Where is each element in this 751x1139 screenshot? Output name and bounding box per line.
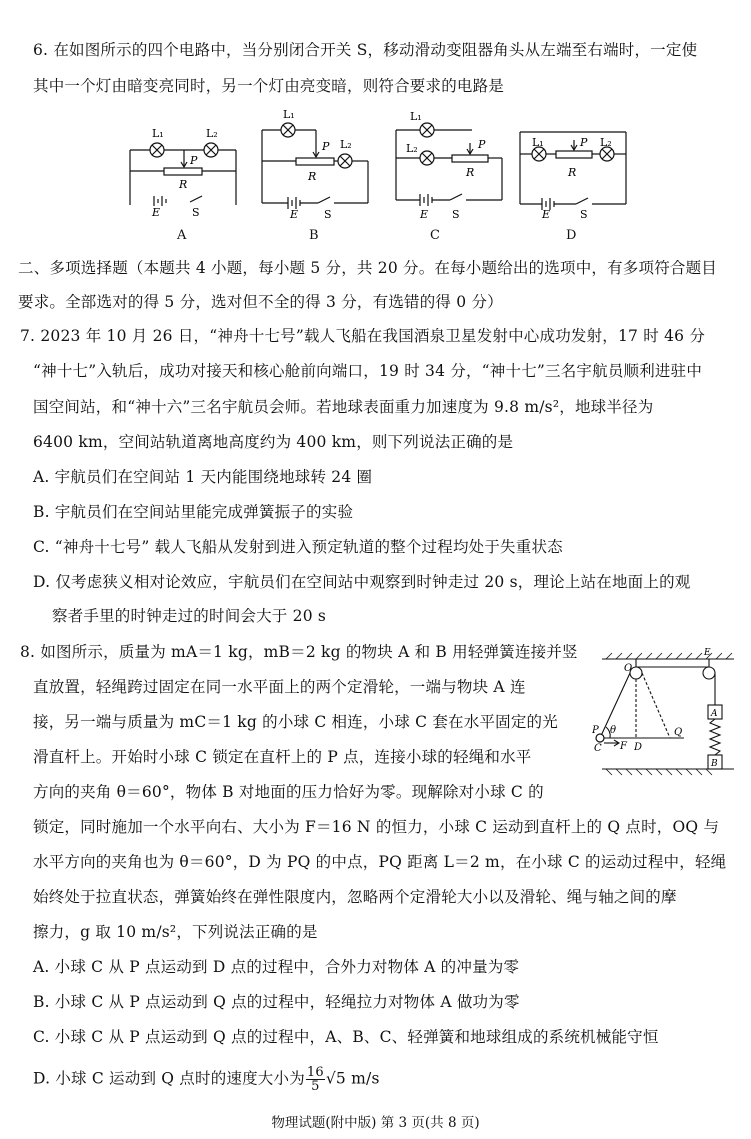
svg-text:S: S — [324, 208, 332, 218]
circuit-d-diagram — [514, 120, 632, 218]
section-2-heading-line-1 — [18, 256, 717, 278]
label-d: D — [634, 742, 643, 753]
q7-option-b: B. 宇航员们在空间站里能完成弹簧振子的实验 — [33, 503, 354, 521]
label-theta: θ — [610, 725, 617, 736]
q6-line-2: 其中一个灯由暗变亮同时，另一个灯由亮变暗，则符合要求的电路是 — [33, 77, 505, 95]
circuit-c-diagram — [390, 108, 508, 218]
q8-line-8: 始终处于拉直状态，弹簧始终在弹性限度内，忽略两个定滑轮大小以及滑轮、绳与轴之间的摩 — [33, 888, 677, 906]
q8-line-1: 8. 如图所示，质量为 mA＝1 kg，mB＝2 kg 的物块 A 和 B 用轻弹簧连接并竖 — [20, 643, 578, 661]
svg-text:E: E — [542, 208, 551, 218]
q8-option-b: B. 小球 C 从 P 点运动到 Q 点的过程中，轻绳拉力对物体 A 做功为零 — [33, 993, 520, 1011]
fraction-denominator: 5 — [311, 1079, 320, 1094]
label-e: E — [704, 648, 711, 658]
svg-text:P: P — [322, 140, 330, 153]
circuit-d-caption: D — [566, 228, 577, 243]
svg-text:E: E — [290, 208, 299, 218]
q8-line-2: 直放置，轻绳跨过固定在同一水平面上的两个定滑轮，一端与物块 A 连 — [33, 678, 526, 696]
svg-text:R: R — [179, 178, 188, 191]
q8-line-3: 接，另一端与质量为 mC＝1 kg 的小球 C 相连，小球 C 套在水平固定的光 — [33, 713, 558, 731]
q8-option-d-tail: √5 m/s — [325, 1069, 380, 1088]
q7-option-d-line-1: D. 仅考虑狭义相对论效应，宇航员们在空间站中观察到时钟走过 20 s，理论上站在地面上的观 — [33, 573, 691, 591]
svg-text:R: R — [466, 166, 475, 179]
circuit-c-caption: C — [430, 228, 440, 243]
svg-text:P: P — [478, 138, 486, 151]
q8-line-9: 擦力，g 取 10 m/s²，下列说法正确的是 — [33, 923, 318, 941]
svg-text:P: P — [580, 136, 588, 149]
svg-text:R: R — [568, 166, 577, 179]
q8-line-7: 水平方向的夹角也为 θ＝60°，D 为 PQ 的中点，PQ 距离 L＝2 m，在小球 C 的运动过程中，轻绳 — [33, 853, 727, 871]
label-q: Q — [674, 727, 683, 738]
svg-text:L₂: L₂ — [406, 142, 418, 155]
q7-line-4: 6400 km，空间站轨道离地高度约为 400 km，则下列说法正确的是 — [33, 433, 514, 451]
circuit-b-diagram — [256, 108, 374, 218]
svg-text:L₂: L₂ — [600, 136, 612, 149]
q8-option-a: A. 小球 C 从 P 点运动到 D 点的过程中，合外力对物体 A 的冲量为零 — [33, 958, 520, 976]
svg-text:L₁: L₁ — [283, 108, 295, 121]
label-f: F — [620, 741, 627, 752]
circuit-a-caption: A — [177, 228, 187, 243]
svg-text:E: E — [152, 206, 161, 218]
svg-text:S: S — [452, 208, 460, 218]
q8-option-d-text: D. 小球 C 运动到 Q 点时的速度大小为 — [33, 1069, 305, 1088]
circuit-a-diagram — [124, 120, 242, 218]
label-c: C — [594, 743, 602, 754]
fraction-numerator: 16 — [306, 1065, 324, 1080]
q7-option-d-line-2: 察者手里的时钟走过的时间会大于 20 s — [52, 607, 327, 625]
q7-line-2: “神十七”入轨后，成功对接天和核心舱前向端口，19 时 34 分，“神十七”三名宇航员顺利进驻中 — [33, 362, 703, 380]
svg-text:L₁: L₁ — [532, 136, 544, 149]
label-p: P — [592, 725, 599, 736]
label-b: B — [711, 759, 718, 769]
svg-text:S: S — [580, 208, 588, 218]
q8-option-c: C. 小球 C 从 P 点运动到 Q 点的过程中，A、B、C、轻弹簧和地球组成的系统机械能守恒 — [33, 1028, 659, 1046]
q8-option-d — [33, 1066, 380, 1093]
svg-text:L₂: L₂ — [340, 138, 352, 151]
q8-line-6: 锁定，同时施加一个水平向右、大小为 F＝16 N 的恒力，小球 C 运动到直杆上的 Q 点时，OQ 与 — [33, 818, 720, 836]
label-a: A — [711, 709, 718, 719]
section-2-text: 二、多项选择题（本题共 4 小题，每小题 5 分，共 20 分。在每小题给出的选项中，有多项符合题目 — [18, 259, 718, 277]
q8-line-5: 方向的夹角 θ＝60°，物体 B 对地面的压力恰好为零。现解除对小球 C 的 — [33, 783, 544, 801]
page-footer: 物理试题(附中版) 第 3 页(共 8 页) — [271, 1115, 480, 1131]
q7-line-3: 国空间站，和“神十六”三名宇航员会师。若地球表面重力加速度为 9.8 m/s²，地球半径为 — [33, 398, 654, 416]
q8-pulley-diagram — [592, 645, 742, 785]
label-o: O — [624, 663, 633, 674]
svg-text:L₁: L₁ — [152, 127, 164, 140]
svg-text:E: E — [420, 208, 429, 218]
svg-text:S: S — [192, 206, 200, 218]
svg-text:L₂: L₂ — [206, 127, 218, 140]
svg-text:R: R — [308, 170, 317, 183]
circuit-b-caption: B — [309, 228, 319, 243]
q7-option-a: A. 宇航员们在空间站 1 天内能围绕地球转 24 圈 — [33, 468, 373, 486]
svg-text:P: P — [190, 154, 198, 167]
svg-text:L₁: L₁ — [410, 110, 422, 123]
q6-line-1: 6. 在如图所示的四个电路中，当分别闭合开关 S，移动滑动变阻器角头从左端至右端时，一定使 — [33, 41, 698, 59]
fraction — [306, 1066, 325, 1093]
q7-line-1: 7. 2023 年 10 月 26 日，“神舟十七号”载人飞船在我国酒泉卫星发射中心成功发射，17 时 46 分 — [20, 327, 706, 345]
q7-option-c: C. “神舟十七号” 载人飞船从发射到进入预定轨道的整个过程均处于失重状态 — [33, 538, 563, 556]
q8-line-4: 滑直杆上。开始时小球 C 锁定在直杆上的 P 点，连接小球的轻绳和水平 — [33, 748, 532, 766]
section-2-heading-line-2: 要求。全部选对的得 5 分，选对但不全的得 3 分，有选错的得 0 分） — [18, 293, 503, 311]
